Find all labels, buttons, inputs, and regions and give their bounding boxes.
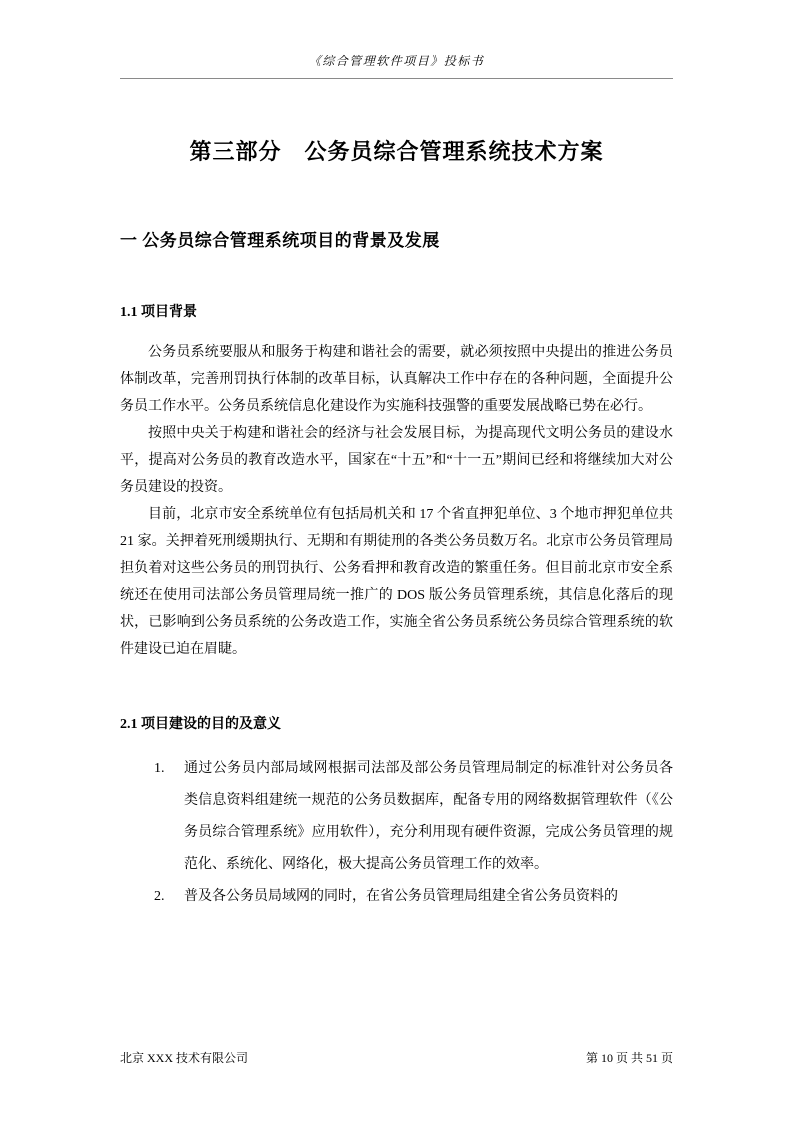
document-title: 第三部分 公务员综合管理系统技术方案 — [189, 139, 604, 164]
subsection-heading-background: 1.1 项目背景 — [120, 305, 197, 320]
paragraph: 按照中央关于构建和谐社会的经济与社会发展目标，为提高现代文明公务员的建设水平，提高对公务员的教育改造水平，国家在“十五”和“十一五”期间已经和将继续加大对公务员建设的投资。 — [120, 426, 673, 495]
background-paragraphs — [120, 339, 673, 663]
header-title: 《综合管理软件项目》投标书 — [308, 54, 485, 68]
list-number: 2. — [154, 889, 165, 904]
section-heading: 一 公务员综合管理系统项目的背景及发展 — [120, 231, 440, 250]
purpose-list — [120, 753, 673, 913]
subsection-heading-purpose: 2.1 项目建设的目的及意义 — [120, 717, 281, 732]
list-text: 通过公务员内部局域网根据司法部及部公务员管理局制定的标准针对公务员各类信息资料组建统一规范的公务员数据库，配备专用的网络数据管理软件（《公务员综合管理系统》应用软件），充分利用现有硬件资源，完成公务员管理的规范化、系统化、网络化，极大提高公务员管理工作的效率。 — [184, 761, 673, 872]
footer-page-number: 第 10 页 共 51 页 — [585, 1051, 673, 1065]
page-footer — [120, 1049, 673, 1066]
paragraph: 公务员系统要服从和服务于构建和谐社会的需要，就必须按照中央提出的推进公务员体制改革，完善刑罚执行体制的改革目标，认真解决工作中存在的各种问题，全面提升公务员工作水平。公务员系统信息化建设作为实施科技强警的重要发展战略已势在必行。 — [120, 345, 673, 414]
header-rule — [120, 78, 673, 79]
list-item — [120, 881, 673, 913]
list-number: 1. — [154, 761, 165, 776]
paragraph: 目前，北京市安全系统单位有包括局机关和 17 个省直押犯单位、3 个地市押犯单位共 21 家。关押着死刑缓期执行、无期和有期徒刑的各类公务员数万名。北京市公务员管理局担负着对这些公务员的刑罚执行、公务看押和教育改造的繁重任务。但目前北京市安全系统还在使用司法部公务员管理局统一推广的 DOS 版公务员管理系统，其信息化落后的现状，已影响到公务员系统的公务改造工作，实施全省公务员系统公务员综合管理系统的软件建设已迫在眉睫。 — [120, 507, 673, 657]
footer-company: 北京 XXX 技术有限公司 — [120, 1051, 248, 1065]
page-header — [120, 52, 673, 79]
list-item — [120, 753, 673, 881]
list-text: 普及各公务员局域网的同时，在省公务员管理局组建全省公务员资料的 — [184, 889, 618, 904]
